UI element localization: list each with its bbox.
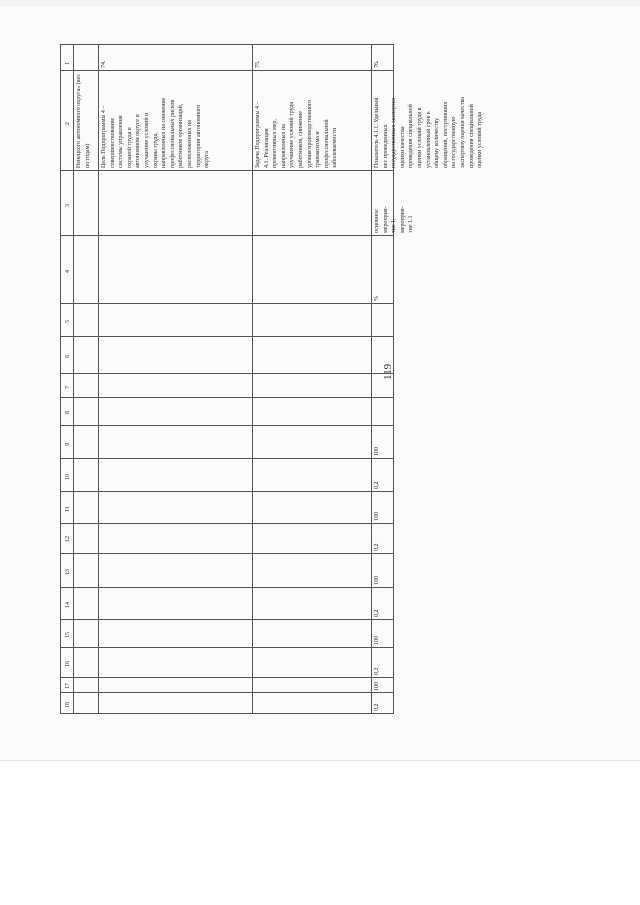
column-divider xyxy=(61,553,393,554)
col-header-12: 12 xyxy=(65,536,71,542)
col-header-1: 1 xyxy=(65,62,71,65)
row-76-name-line: общему количеству xyxy=(434,117,441,168)
row-76-col12: 0,2 xyxy=(374,543,380,551)
column-divider xyxy=(61,692,393,693)
row-76-source-line: тие 1, xyxy=(391,218,398,233)
row-74-name-line: автономном округе и xyxy=(135,114,142,168)
col-header-6: 6 xyxy=(65,355,71,358)
continuation-text: Ненецкого автономного округа» (вес по годам) xyxy=(76,73,91,168)
row-75-name-line: направленных на xyxy=(280,124,287,168)
row-74-name-line: системы управления xyxy=(118,115,125,168)
col-header-7: 7 xyxy=(65,386,71,389)
column-divider xyxy=(61,619,393,620)
blank-area xyxy=(0,761,640,905)
row-76-name-line: экспертизу оценки качества xyxy=(459,97,466,168)
row-76-source xyxy=(373,206,416,233)
row-76-name-line: Показатель 4.1.1. Удельный xyxy=(374,97,380,168)
row-76-name-line: проведения специальной xyxy=(408,104,415,168)
row-74-name xyxy=(100,98,212,168)
row-76-source-line: мероприя- xyxy=(399,206,406,233)
row-74-name-line: Цель Подпрограммы 4 – xyxy=(101,105,107,168)
row-75-name-line: работников, снижение xyxy=(297,110,304,168)
col-header-5: 5 xyxy=(65,320,71,323)
column-divider xyxy=(61,587,393,588)
row-75-name-line: травматизма и xyxy=(315,131,322,168)
data-table xyxy=(60,44,484,714)
row-74-name-line: охраной труда в xyxy=(126,127,133,168)
col-header-8: 8 xyxy=(65,411,71,414)
col-header-18: 18 xyxy=(65,702,71,708)
col-header-17: 17 xyxy=(65,683,71,689)
row-divider xyxy=(371,45,372,713)
col-header-10: 10 xyxy=(65,474,71,480)
row-74-name-line: работников организаций, xyxy=(178,103,185,168)
col-header-15: 15 xyxy=(65,632,71,638)
column-divider xyxy=(61,677,393,678)
column-divider xyxy=(61,235,393,236)
row-75-name-line: профессиональной xyxy=(323,119,330,168)
row-76-name xyxy=(373,97,485,168)
row-76-name-line: оценки условий труда в xyxy=(416,107,423,168)
row-76-number: 76. xyxy=(374,60,380,68)
row-76-source-line: основное xyxy=(374,209,380,233)
col-header-3: 3 xyxy=(65,204,71,207)
row-divider xyxy=(252,45,253,713)
row-76-col15: 100 xyxy=(374,636,380,645)
column-divider xyxy=(61,70,393,71)
column-divider xyxy=(61,458,393,459)
row-76-col14: 0,2 xyxy=(374,609,380,617)
row-76-col13: 100 xyxy=(374,576,380,585)
row-74-name-line: округа xyxy=(204,151,211,168)
row-74-name-line: территории автономного xyxy=(195,104,202,168)
row-75-name xyxy=(254,100,340,168)
col-header-13: 13 xyxy=(65,569,71,575)
row-76-name-line: на государственную xyxy=(451,116,458,168)
page-number: 119 xyxy=(382,363,394,380)
row-74-name-line: расположенных на xyxy=(186,120,193,168)
row-74-name-line: направленных на снижение xyxy=(161,97,168,168)
row-76-source-line: мероприя- xyxy=(382,206,389,233)
row-76-name-line: вес проведенных xyxy=(382,124,389,168)
row-75-name-line: заболеваемости xyxy=(332,127,339,168)
row-76-col10: 0,2 xyxy=(374,481,380,489)
col-header-14: 14 xyxy=(65,602,71,608)
row-76-unit: % xyxy=(374,296,380,301)
row-75-name-line: Задача Подпрограммы 4 – xyxy=(255,101,261,168)
column-divider xyxy=(61,303,393,304)
row-76-name-line: проведения специальной xyxy=(468,104,475,168)
column-divider xyxy=(61,425,393,426)
row-76-col16: 0,2 xyxy=(374,667,380,675)
row-75-number: 75. xyxy=(255,60,261,68)
col-header-9: 9 xyxy=(65,443,71,446)
col-header-4: 4 xyxy=(65,270,71,273)
row-divider xyxy=(98,45,99,713)
row-74-name-line: профессиональных рисков xyxy=(169,99,176,168)
row-75-name-line: превентивных мер, xyxy=(272,119,279,168)
row-76-name-line: государственных экспертиз xyxy=(391,97,398,168)
col-header-2: 2 xyxy=(65,122,71,125)
row-74-name-line: улучшение условий и xyxy=(143,112,150,168)
column-divider xyxy=(61,397,393,398)
col-header-11: 11 xyxy=(65,506,71,512)
column-divider xyxy=(61,491,393,492)
column-divider xyxy=(61,373,393,374)
row-75-name-line: уровня производственного xyxy=(306,99,313,168)
row-75-name-line: улучшение условий труда xyxy=(289,102,296,168)
row-76-col11: 100 xyxy=(374,512,380,521)
row-75-name-line: 4.1. Реализация xyxy=(263,128,270,168)
column-divider xyxy=(61,647,393,648)
row-74-name-line: совершенствование xyxy=(109,117,116,168)
row-76-col9: 100 xyxy=(374,447,380,456)
column-divider xyxy=(61,523,393,524)
row-76-col17: 100 xyxy=(374,682,380,691)
row-74-number: 74. xyxy=(101,60,107,68)
column-divider xyxy=(61,336,393,337)
row-76-col18: 0,2 xyxy=(374,703,380,711)
row-76-name-line: установленный срок к xyxy=(425,111,432,168)
row-76-name-line: оценки условий труда xyxy=(477,111,484,168)
row-74-name-line: охраны труда, xyxy=(152,132,159,168)
row-76-name-line: обращений, поступивших xyxy=(442,101,449,168)
row-divider xyxy=(73,45,74,713)
col-header-16: 16 xyxy=(65,661,71,667)
row-76-name-line: оценки качества xyxy=(399,126,406,168)
column-divider xyxy=(61,170,393,171)
row-76-source-line: тие 1.1 xyxy=(408,215,415,233)
